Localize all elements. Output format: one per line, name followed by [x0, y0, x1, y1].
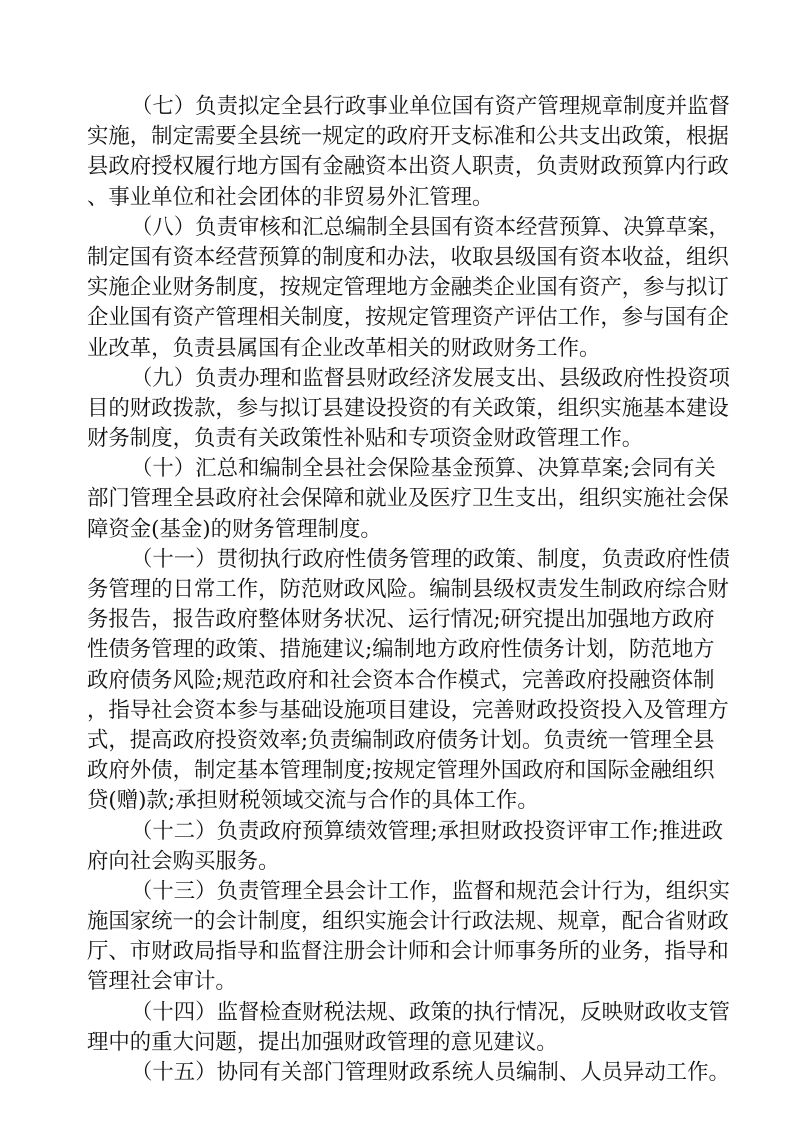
document-body	[87, 92, 730, 1088]
text-line: 县政府授权履行地方国有金融资本出资人职责，负责财政预算内行政	[87, 154, 729, 180]
text-line: 企业国有资产管理相关制度，按规定管理资产评估工作，参与国有企	[87, 305, 729, 331]
text-line: 实施企业财务制度，按规定管理地方金融类企业国有资产，参与拟订	[87, 275, 729, 301]
paragraph-10	[87, 454, 729, 545]
text-line: （十五）协同有关部门管理财政系统人员编制、人员异动工作。	[131, 1060, 730, 1085]
paragraph-12	[87, 817, 723, 877]
text-line: （七）负责拟定全县行政事业单位国有资产管理规章制度并监督	[131, 94, 730, 119]
text-line: 制定国有资本经营预算的制度和办法，收取县级国有资本收益，组织	[87, 244, 729, 270]
text-line: （九）负责办理和监督县财政经济发展支出、县级政府性投资项	[131, 365, 730, 391]
paragraph-7	[87, 92, 730, 213]
text-line: （十二）负责政府预算绩效管理;承担财政投资评审工作;推进政	[131, 818, 723, 844]
text-line: 式，提高政府投资效率;负责编制政府债务计划。负责统一管理全县	[87, 727, 715, 753]
text-line: （十三）负责管理全县会计工作，监督和规范会计行为，组织实	[131, 878, 730, 904]
text-line: 障资金(基金)的财务管理制度。	[87, 516, 382, 542]
text-line: 管理社会审计。	[87, 969, 237, 995]
paragraph-14	[87, 998, 730, 1058]
text-line: 、事业单位和社会团体的非贸易外汇管理。	[87, 184, 494, 210]
paragraph-11	[87, 545, 730, 817]
paragraph-9	[87, 364, 730, 455]
text-line: （八）负责审核和汇总编制全县国有资本经营预算、决算草案，	[131, 214, 730, 240]
text-line: 政府外债，制定基本管理制度;按规定管理外国政府和国际金融组织	[87, 758, 715, 784]
text-line: 实施，制定需要全县统一规定的政府开支标准和公共支出政策，根据	[87, 124, 729, 150]
text-line: 部门管理全县政府社会保障和就业及医疗卫生支出，组织实施社会保	[87, 486, 729, 512]
text-line: ，指导社会资本参与基础设施项目建设，完善财政投资投入及管理方	[87, 697, 729, 723]
text-line: 理中的重大问题，提出加强财政管理的意见建议。	[87, 1029, 558, 1055]
text-line: 业改革，负责县属国有企业改革相关的财政财务工作。	[87, 335, 601, 361]
text-line: 府向社会购买服务。	[87, 848, 280, 874]
paragraph-13	[87, 877, 730, 998]
text-line: 务管理的日常工作，防范财政风险。编制县级权责发生制政府综合财	[87, 577, 729, 602]
text-line: 性债务管理的政策、措施建议;编制地方政府性债务计划，防范地方	[87, 637, 715, 663]
text-line: 厅、市财政局指导和监督注册会计师和会计师事务所的业务，指导和	[87, 939, 729, 965]
text-line: （十四）监督检查财税法规、政策的执行情况，反映财政收支管	[131, 999, 730, 1025]
text-line: 贷(赠)款;承担财税领域交流与合作的具体工作。	[87, 788, 539, 814]
text-line: 政府债务风险;规范政府和社会资本合作模式，完善政府投融资体制	[87, 667, 715, 693]
paragraph-8	[87, 213, 730, 364]
paragraph-15	[87, 1058, 730, 1088]
text-line: 施国家统一的会计制度，组织实施会计行政法规、规章，配合省财政	[87, 909, 729, 935]
text-line: 目的财政拨款，参与拟订县建设投资的有关政策，组织实施基本建设	[87, 395, 729, 421]
text-line: 务报告，报告政府整体财务状况、运行情况;研究提出加强地方政府	[87, 607, 715, 633]
text-line: 财务制度，负责有关政策性补贴和专项资金财政管理工作。	[87, 426, 644, 452]
text-line: （十）汇总和编制全县社会保险基金预算、决算草案;会同有关	[131, 456, 716, 482]
text-line: （十一）贯彻执行政府性债务管理的政策、制度，负责政府性债	[131, 546, 730, 572]
